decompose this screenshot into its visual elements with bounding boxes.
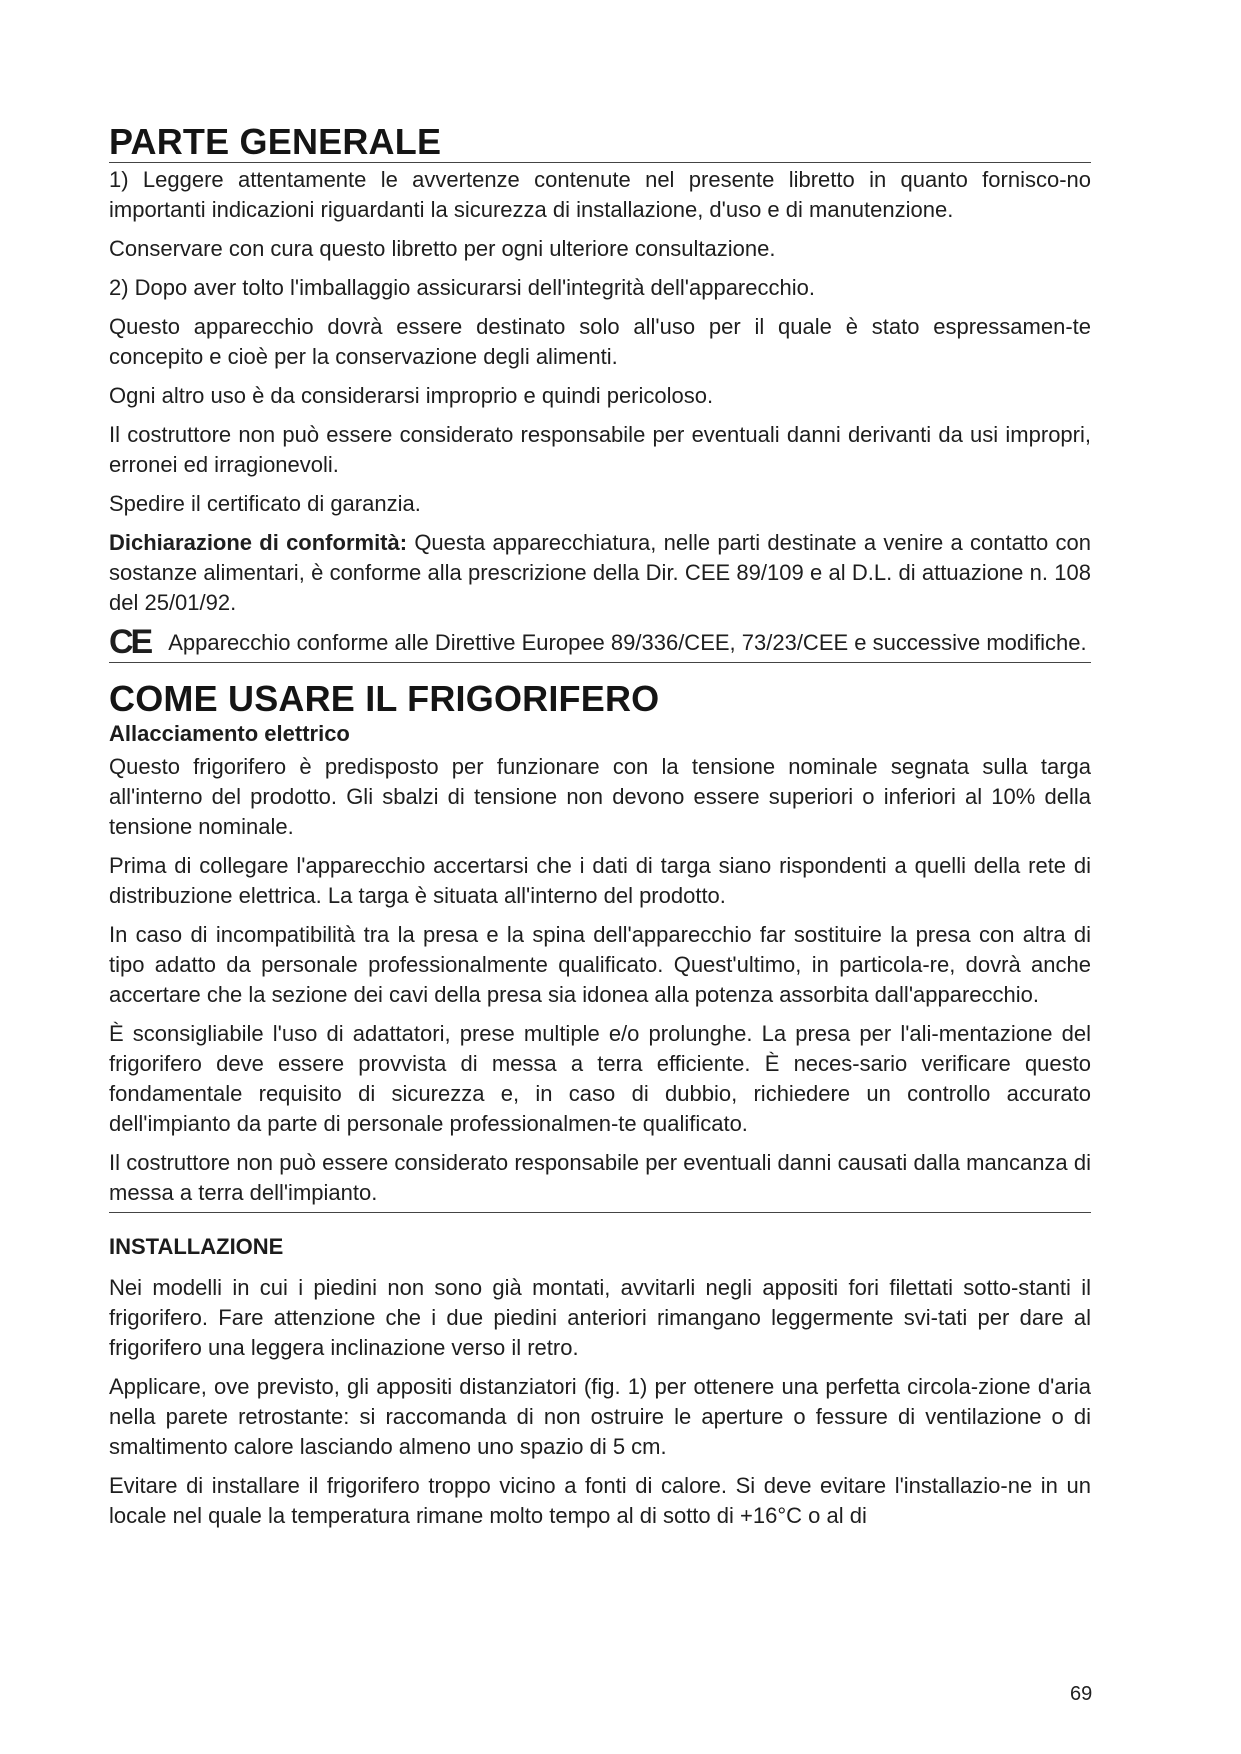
section-divider xyxy=(109,662,1091,663)
ce-mark-icon: CE xyxy=(109,623,151,662)
ce-paragraph xyxy=(109,623,1091,662)
title-underline xyxy=(109,162,1091,163)
section-title-parte-generale: PARTE GENERALE xyxy=(109,121,442,162)
paragraph: 1) Leggere attentamente le avvertenze contenute nel presente libretto in quanto fornisco-no importanti indicazioni riguardanti la sicurezza di installazione, d'uso e di manutenzione. xyxy=(109,167,1091,223)
section-title-installazione: INSTALLAZIONE xyxy=(109,1233,284,1259)
paragraph: Il costruttore non può essere considerato responsabile per eventuali danni derivanti da usi impropri, erronei ed irragionevoli. xyxy=(109,422,1091,478)
paragraph: 2) Dopo aver tolto l'imballaggio assicurarsi dell'integrità dell'apparecchio. xyxy=(109,275,815,301)
paragraph: Questo apparecchio dovrà essere destinato solo all'uso per il quale è stato espressamen-te concepito e cioè per la conservazione degli alimenti. xyxy=(109,314,1091,370)
paragraph: Ogni altro uso è da considerarsi improprio e quindi pericoloso. xyxy=(109,383,714,409)
section-divider xyxy=(109,1212,1091,1213)
declaration-text: Questa apparecchiatura, nelle parti destinate a venire a contatto con sostanze alimentari, è conforme alla prescrizione della Dir. CEE 89/109 e al D.L. di attuazione n. 108 del 25/01/92. xyxy=(109,530,1091,616)
document-page xyxy=(109,122,1091,1540)
page-number: 69 xyxy=(1070,1683,1093,1705)
paragraph: Spedire il certificato di garanzia. xyxy=(109,491,421,517)
paragraph: Questo frigorifero è predisposto per funzionare con la tensione nominale segnata sulla targa all'interno del prodotto. Gli sbalzi di tensione non devono essere superiori o inferiori al 10% della tensione nominale. xyxy=(109,753,1091,839)
paragraph: Prima di collegare l'apparecchio accertarsi che i dati di targa siano rispondenti a quelli della rete di distribuzione elettrica. La targa è situata all'interno del prodotto. xyxy=(109,852,1091,908)
paragraph: Il costruttore non può essere considerato responsabile per eventuali danni causati dalla mancanza di messa a terra dell'impianto. xyxy=(109,1149,1091,1205)
section-title-come-usare: COME USARE IL FRIGORIFERO xyxy=(109,678,660,720)
paragraph: Nei modelli in cui i piedini non sono già montati, avvitarli negli appositi fori filettati sotto-stanti il frigorifero. Fare attenzione che i due piedini anteriori rimangano leggermente svi-tati per dare al frigorifero una leggera inclinazione verso il retro. xyxy=(109,1274,1091,1360)
subsection-title-allacciamento: Allacciamento elettrico xyxy=(109,720,350,746)
paragraph: Applicare, ove previsto, gli appositi distanziatori (fig. 1) per ottenere una perfetta circola-zione d'aria nella parete retrostante: si raccomanda di non ostruire le aperture o fessure di ventilazione o di smaltimento calore lasciando almeno uno spazio di 5 cm. xyxy=(109,1373,1091,1459)
paragraph: In caso di incompatibilità tra la presa e la spina dell'apparecchio far sostituire la presa con altra di tipo adatto da personale professionalmente qualificato. Quest'ultimo, in particola-re, dovrà anche accertare che la sezione dei cavi della presa sia idonea alla potenza assorbita dall'apparecchio. xyxy=(109,921,1091,1007)
declaration-paragraph xyxy=(109,528,1091,618)
ce-text: Apparecchio conforme alle Direttive Europee 89/336/CEE, 73/23/CEE e successive modifiche. xyxy=(168,630,1087,656)
paragraph: Conservare con cura questo libretto per ogni ulteriore consultazione. xyxy=(109,236,776,262)
declaration-term: Dichiarazione di conformità: xyxy=(109,530,408,556)
paragraph: È sconsigliabile l'uso di adattatori, prese multiple e/o prolunghe. La presa per l'ali-mentazione del frigorifero deve essere provvista di messa a terra efficiente. È neces-sario verificare questo fondamentale requisito di sicurezza e, in caso di dubbio, richiedere un controllo accurato dell'impianto da parte di personale professionalmen-te qualificato. xyxy=(109,1020,1091,1136)
paragraph: Evitare di installare il frigorifero troppo vicino a fonti di calore. Si deve evitare l'installazio-ne in un locale nel quale la temperatura rimane molto tempo al di sotto di +16°C o al di xyxy=(109,1472,1091,1528)
